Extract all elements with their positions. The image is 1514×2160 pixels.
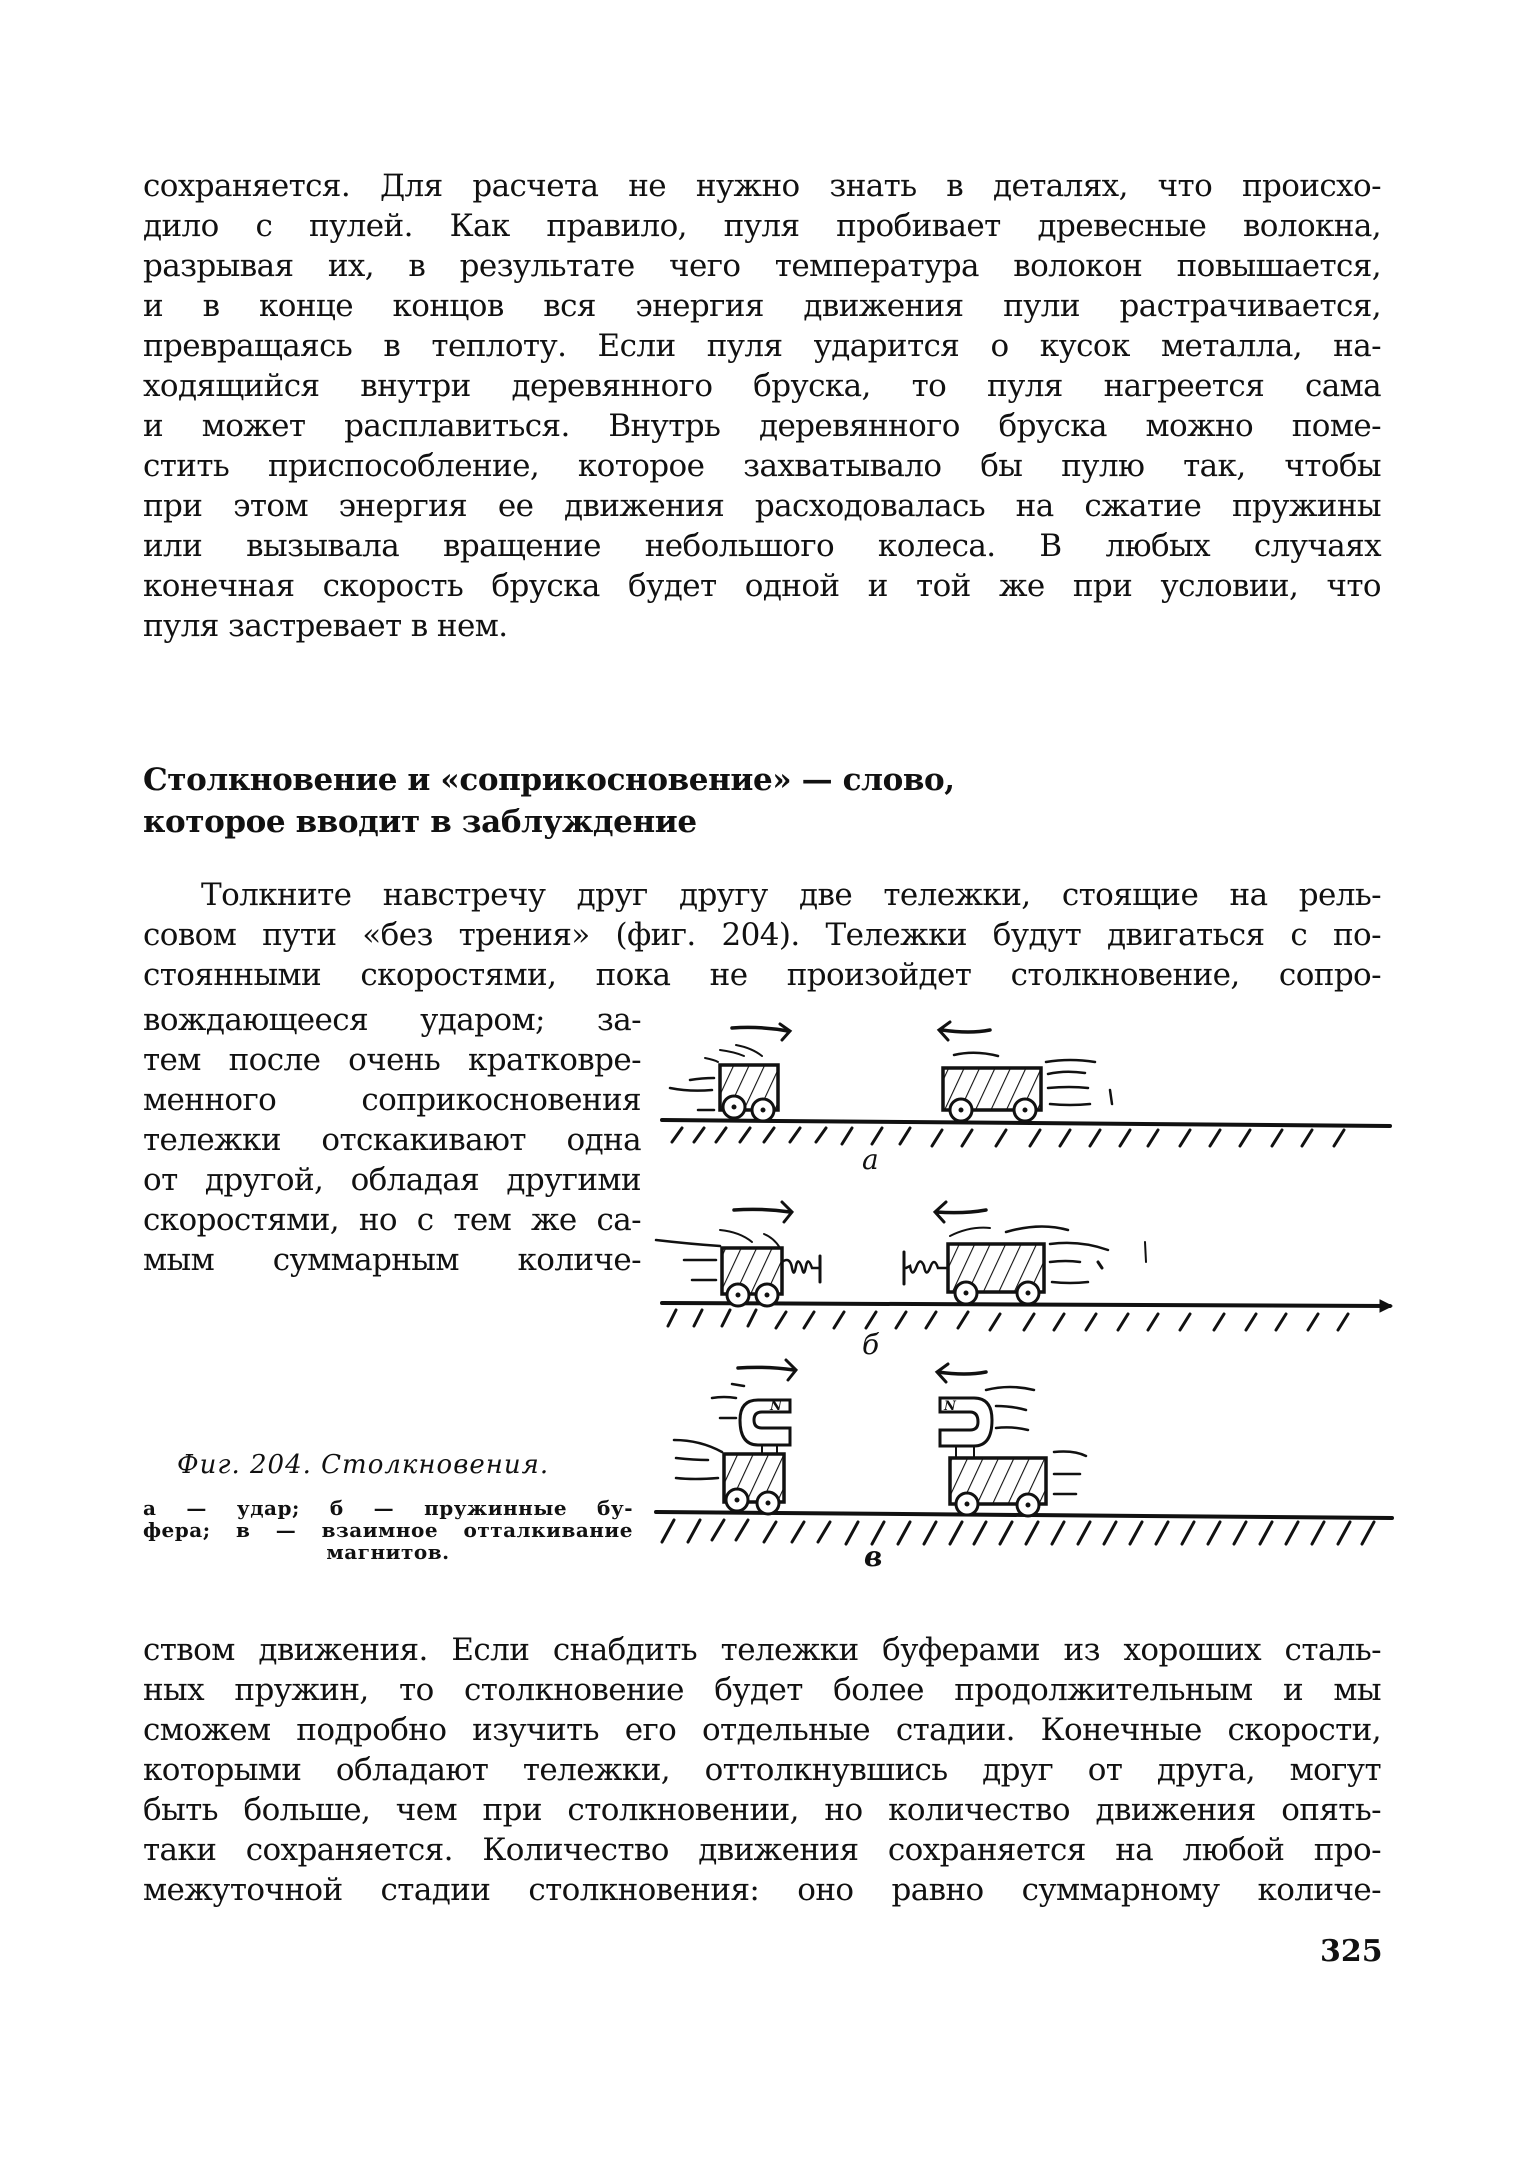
cart-left (670, 1045, 778, 1121)
text-line: тележки отскакивают одна (143, 1122, 641, 1158)
panel-label-a: а (862, 1143, 879, 1176)
text-line: и может расплавиться. Внутрь деревянного бруска можно поме- (143, 408, 1381, 444)
page-number: 325 (1320, 1934, 1383, 1969)
text-line: мым суммарным количе- (143, 1242, 641, 1278)
magnet-pole-label: N (770, 1399, 782, 1414)
text-line: ных пружин, то столкновение будет более продолжительным и мы (143, 1672, 1381, 1708)
panel-label-v: в (864, 1540, 883, 1573)
arrow-right-icon (732, 1024, 790, 1040)
text-line: скоростями, но с тем же са- (143, 1202, 641, 1238)
text-line: межуточной стадии столкновения: оно равно суммарному количе- (143, 1872, 1381, 1908)
panel-b (656, 1202, 1392, 1330)
spring-icon (906, 1261, 948, 1272)
text-line: стоянными скоростями, пока не произойдет столкновение, сопро- (143, 957, 1381, 993)
ground-hatching (668, 1310, 1348, 1330)
arrow-right-icon (734, 1202, 792, 1222)
horseshoe-magnet-icon (740, 1400, 790, 1445)
arrow-left-icon (935, 1202, 986, 1222)
arrow-left-icon (937, 1364, 986, 1382)
text-line: или вызывала вращение небольшого колеса. В любых случаях (143, 528, 1381, 564)
caption-line: магнитов. (326, 1540, 450, 1564)
panel-a (662, 1022, 1390, 1146)
figure-204-illustration (640, 1000, 1410, 1590)
text-line: дило с пулей. Как правило, пуля пробивает древесные волокна, (143, 208, 1381, 244)
text-line: таки сохраняется. Количество движения сохраняется на любой про- (143, 1832, 1381, 1868)
ground-hatching (662, 1520, 1374, 1544)
arrow-right-icon (738, 1360, 796, 1380)
text-line: менного соприкосновения (143, 1082, 641, 1118)
heading-line: которое вводит в заблуждение (143, 804, 697, 840)
text-line: разрывая их, в результате чего температура волокон повышается, (143, 248, 1381, 284)
text-line: сохраняется. Для расчета не нужно знать в деталях, что происхо- (143, 168, 1381, 204)
text-line: совом пути «без трения» (фиг. 204). Тележки будут двигаться с по- (143, 917, 1381, 953)
text-line: и в конце концов вся энергия движения пули растрачивается, (143, 288, 1381, 324)
panel-v (656, 1360, 1392, 1544)
cart-right-with-magnet (940, 1387, 1086, 1516)
cart-right-with-spring (904, 1226, 1146, 1304)
caption-line: фера; в — взаимное отталкивание (143, 1518, 633, 1542)
magnet-pole-label: N (944, 1399, 956, 1414)
cart-right (943, 1053, 1112, 1121)
caption-title: Фиг. 204. Столкновения. (177, 1450, 550, 1480)
cart-left-with-spring (656, 1230, 820, 1306)
caption-line: а — удар; б — пружинные бу- (143, 1496, 633, 1520)
panel-label-b: б (862, 1328, 880, 1361)
ground-hatching (672, 1128, 1344, 1146)
text-line: конечная скорость бруска будет одной и той же при условии, что (143, 568, 1381, 604)
text-line: тем после очень кратковре- (143, 1042, 641, 1078)
heading-line: Столкновение и «соприкосновение» — слово, (143, 762, 955, 798)
text-line: стить приспособление, которое захватывало бы пулю так, чтобы (143, 448, 1381, 484)
text-line: быть больше, чем при столкновении, но количество движения опять- (143, 1792, 1381, 1828)
text-line-last: пуля застревает в нем. (143, 608, 508, 644)
arrow-left-icon (939, 1022, 990, 1040)
text-line: превращаясь в теплоту. Если пуля ударится о кусок металла, на- (143, 328, 1381, 364)
text-line: которыми обладают тележки, оттолкнувшись друг от друга, могут (143, 1752, 1381, 1788)
text-line-indented: Толкните навстречу друг другу две тележки, стоящие на рель- (201, 877, 1381, 913)
text-line: ходящийся внутри деревянного бруска, то пуля нагреется сама (143, 368, 1381, 404)
spring-icon (782, 1260, 820, 1273)
text-line: при этом энергия ее движения расходовалась на сжатие пружины (143, 488, 1381, 524)
text-line: вождающееся ударом; за- (143, 1002, 641, 1038)
text-line: сможем подробно изучить его отдельные стадии. Конечные скорости, (143, 1712, 1381, 1748)
text-line: ством движения. Если снабдить тележки буферами из хороших сталь- (143, 1632, 1381, 1668)
text-line: от другой, обладая другими (143, 1162, 641, 1198)
